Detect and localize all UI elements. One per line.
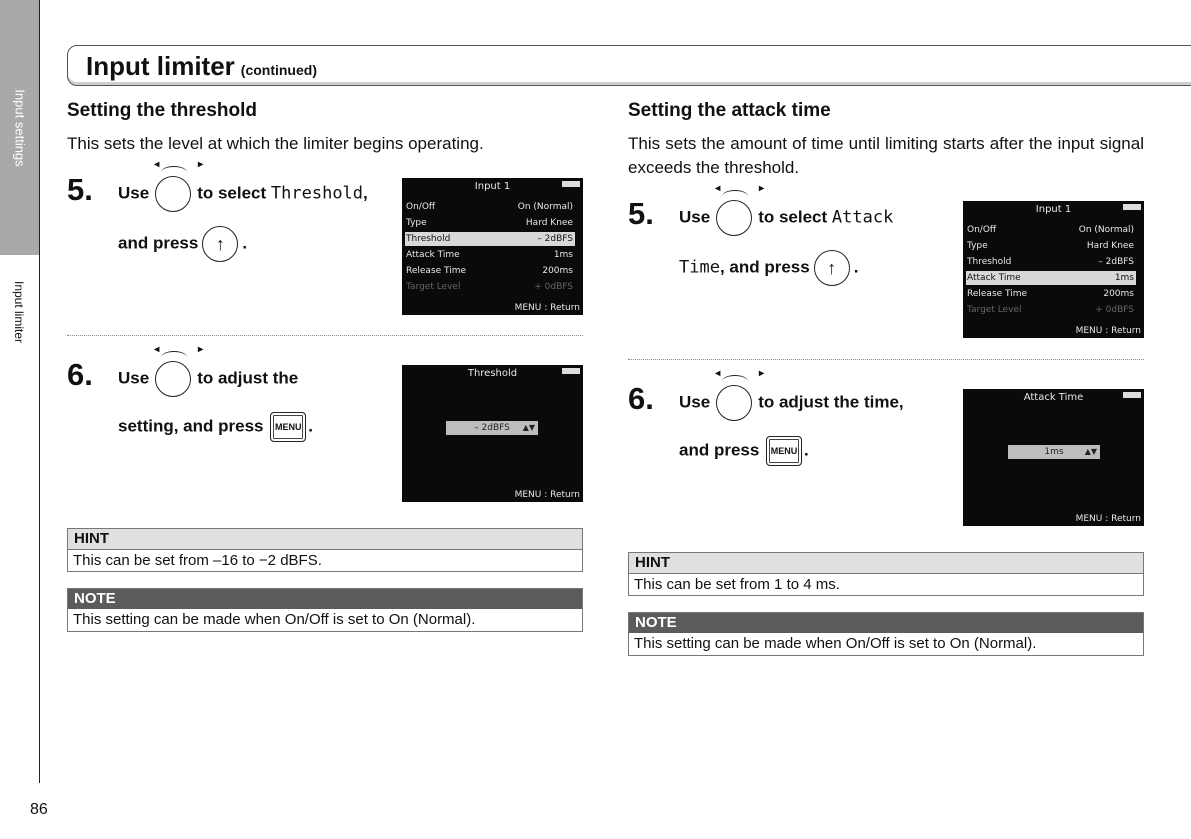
step-text: , — [363, 183, 368, 203]
lcd-screen-input-menu — [963, 201, 1144, 338]
lcd-row-value: 1ms — [1114, 273, 1134, 283]
press-dial-icon — [202, 226, 238, 262]
dial-icon — [155, 361, 191, 397]
lcd-row-value: – 2dBFS — [1098, 257, 1134, 267]
lcd-row-selected — [966, 271, 1136, 285]
battery-icon — [562, 368, 580, 374]
step-text: to select — [197, 183, 267, 203]
hint-label: HINT — [68, 529, 582, 550]
step-5-line-2 — [118, 226, 247, 262]
battery-icon — [1123, 392, 1141, 398]
lcd-footer: MENU : Return — [514, 303, 580, 313]
note-label: NOTE — [629, 613, 1143, 633]
hint-text: This can be set from –16 to −2 dBFS. — [73, 552, 322, 569]
lcd-title: Input 1 — [474, 181, 511, 192]
lcd-row-value: Hard Knee — [525, 218, 573, 228]
section-intro: This sets the level at which the limiter begins operating. — [67, 134, 484, 153]
lcd-row-key: Type — [967, 241, 988, 251]
step-text: Use — [118, 183, 150, 203]
sidebar-tab-label: Input limiter — [12, 280, 26, 344]
lcd-row-value: + 0dBFS — [1095, 305, 1134, 315]
step-text: and press — [679, 440, 760, 460]
menu-key-icon: MENU — [270, 412, 306, 442]
arrow-up-icon: ↑ — [827, 258, 837, 278]
updown-arrow-icon: ▲▼ — [1084, 447, 1097, 456]
step-text: . — [242, 233, 248, 253]
lcd-row-disabled — [405, 280, 575, 294]
step-text: to select — [758, 207, 828, 227]
menu-item-name: Threshold — [270, 183, 364, 204]
lcd-row-value: Hard Knee — [1086, 241, 1134, 251]
step-number: 6. — [67, 357, 93, 392]
step-text: . — [853, 257, 859, 277]
lcd-row-value: 1ms — [553, 250, 573, 260]
arrow-up-icon: ↑ — [215, 234, 225, 254]
page-subtitle: (continued) — [240, 62, 317, 78]
lcd-row-value: On (Normal) — [1078, 225, 1134, 235]
lcd-screen-input-menu — [402, 178, 583, 315]
hint-label: HINT — [629, 553, 1143, 574]
step-6-line-2 — [679, 436, 809, 466]
lcd-row-key: Release Time — [967, 289, 1028, 299]
lcd-title: Threshold — [467, 368, 518, 379]
lcd-row-key: Threshold — [967, 257, 1012, 267]
section-heading-attack-time: Setting the attack time — [628, 100, 831, 121]
lcd-row-key: Attack Time — [406, 250, 460, 260]
lcd-row-value: 200ms — [1103, 289, 1134, 299]
step-divider — [628, 359, 1144, 360]
lcd-row — [966, 287, 1136, 301]
lcd-row-key: Attack Time — [967, 273, 1021, 283]
battery-icon — [562, 181, 580, 187]
note-box — [67, 588, 583, 632]
lcd-row — [966, 239, 1136, 253]
updown-arrow-icon: ▲▼ — [522, 423, 535, 432]
step-5-line-1 — [679, 200, 893, 236]
lcd-row-value: – 2dBFS — [537, 234, 573, 244]
step-5-line-2 — [679, 250, 858, 286]
step-text: Use — [679, 207, 711, 227]
lcd-row-value: + 0dBFS — [534, 282, 573, 292]
hint-text: This can be set from 1 to 4 ms. — [634, 576, 840, 593]
step-text: and press — [118, 233, 199, 253]
dial-icon — [716, 200, 752, 236]
lcd-row — [405, 248, 575, 262]
lcd-row-value: 200ms — [542, 266, 573, 276]
lcd-row-key: Type — [406, 218, 427, 228]
note-label: NOTE — [68, 589, 582, 609]
lcd-row-disabled — [966, 303, 1136, 317]
lcd-row-key: On/Off — [967, 225, 997, 235]
note-text: This setting can be made when On/Off is set to On (Normal). — [634, 635, 1037, 652]
note-text: This setting can be made when On/Off is set to On (Normal). — [73, 611, 476, 628]
page-title-text: Input limiter — [86, 51, 235, 81]
hint-box — [628, 552, 1144, 596]
lcd-row-selected — [405, 232, 575, 246]
step-number: 6. — [628, 381, 654, 416]
lcd-row — [966, 255, 1136, 269]
menu-item-name: Attack — [831, 207, 894, 228]
step-text: Use — [118, 368, 150, 388]
lcd-row — [405, 216, 575, 230]
sidebar-tab-label: Input settings — [12, 89, 27, 167]
page-number: 86 — [30, 801, 48, 818]
lcd-row-key: Threshold — [406, 234, 451, 244]
step-number: 5. — [628, 196, 654, 231]
step-text: Use — [679, 392, 711, 412]
sidebar-divider — [39, 0, 40, 783]
lcd-row-key: Target Level — [967, 305, 1022, 315]
step-6-line-2 — [118, 412, 313, 442]
lcd-title: Attack Time — [1023, 392, 1084, 403]
lcd-row-key: On/Off — [406, 202, 436, 212]
lcd-value: 1ms — [1044, 447, 1064, 457]
step-text: , and press — [719, 257, 810, 277]
section-heading-threshold: Setting the threshold — [67, 100, 257, 121]
lcd-row-key: Release Time — [406, 266, 467, 276]
page-title-bar — [67, 45, 1191, 86]
battery-icon — [1123, 204, 1141, 210]
step-text: to adjust the — [197, 368, 299, 388]
step-number: 5. — [67, 172, 93, 207]
note-box — [628, 612, 1144, 656]
lcd-footer: MENU : Return — [514, 490, 580, 500]
step-text: setting, and press — [118, 416, 264, 436]
lcd-footer: MENU : Return — [1075, 326, 1141, 336]
step-text: . — [804, 440, 809, 460]
dial-icon — [155, 176, 191, 212]
step-text: to adjust the time, — [758, 392, 904, 412]
section-intro: This sets the amount of time until limiting starts after the input signal exceeds the threshold. — [628, 134, 1144, 177]
lcd-row-key: Target Level — [406, 282, 461, 292]
menu-item-name: Time — [679, 257, 720, 278]
step-text: . — [308, 416, 313, 436]
lcd-row — [405, 200, 575, 214]
lcd-value: – 2dBFS — [474, 423, 510, 433]
lcd-row — [405, 264, 575, 278]
menu-key-icon: MENU — [766, 436, 802, 466]
step-5-line-1 — [118, 176, 368, 212]
lcd-screen-threshold — [402, 365, 583, 502]
lcd-value-field — [1008, 445, 1100, 459]
page-title — [86, 51, 317, 82]
lcd-value-field — [446, 421, 538, 435]
lcd-footer: MENU : Return — [1075, 514, 1141, 524]
hint-box — [67, 528, 583, 572]
press-dial-icon — [814, 250, 850, 286]
step-divider — [67, 335, 583, 336]
dial-icon — [716, 385, 752, 421]
step-6-line-1 — [118, 361, 298, 397]
step-6-line-1 — [679, 385, 904, 421]
lcd-title: Input 1 — [1035, 204, 1072, 215]
lcd-row — [966, 223, 1136, 237]
lcd-row-value: On (Normal) — [517, 202, 573, 212]
lcd-screen-attack-time — [963, 389, 1144, 526]
sidebar-tab-input-settings[interactable] — [0, 0, 39, 255]
